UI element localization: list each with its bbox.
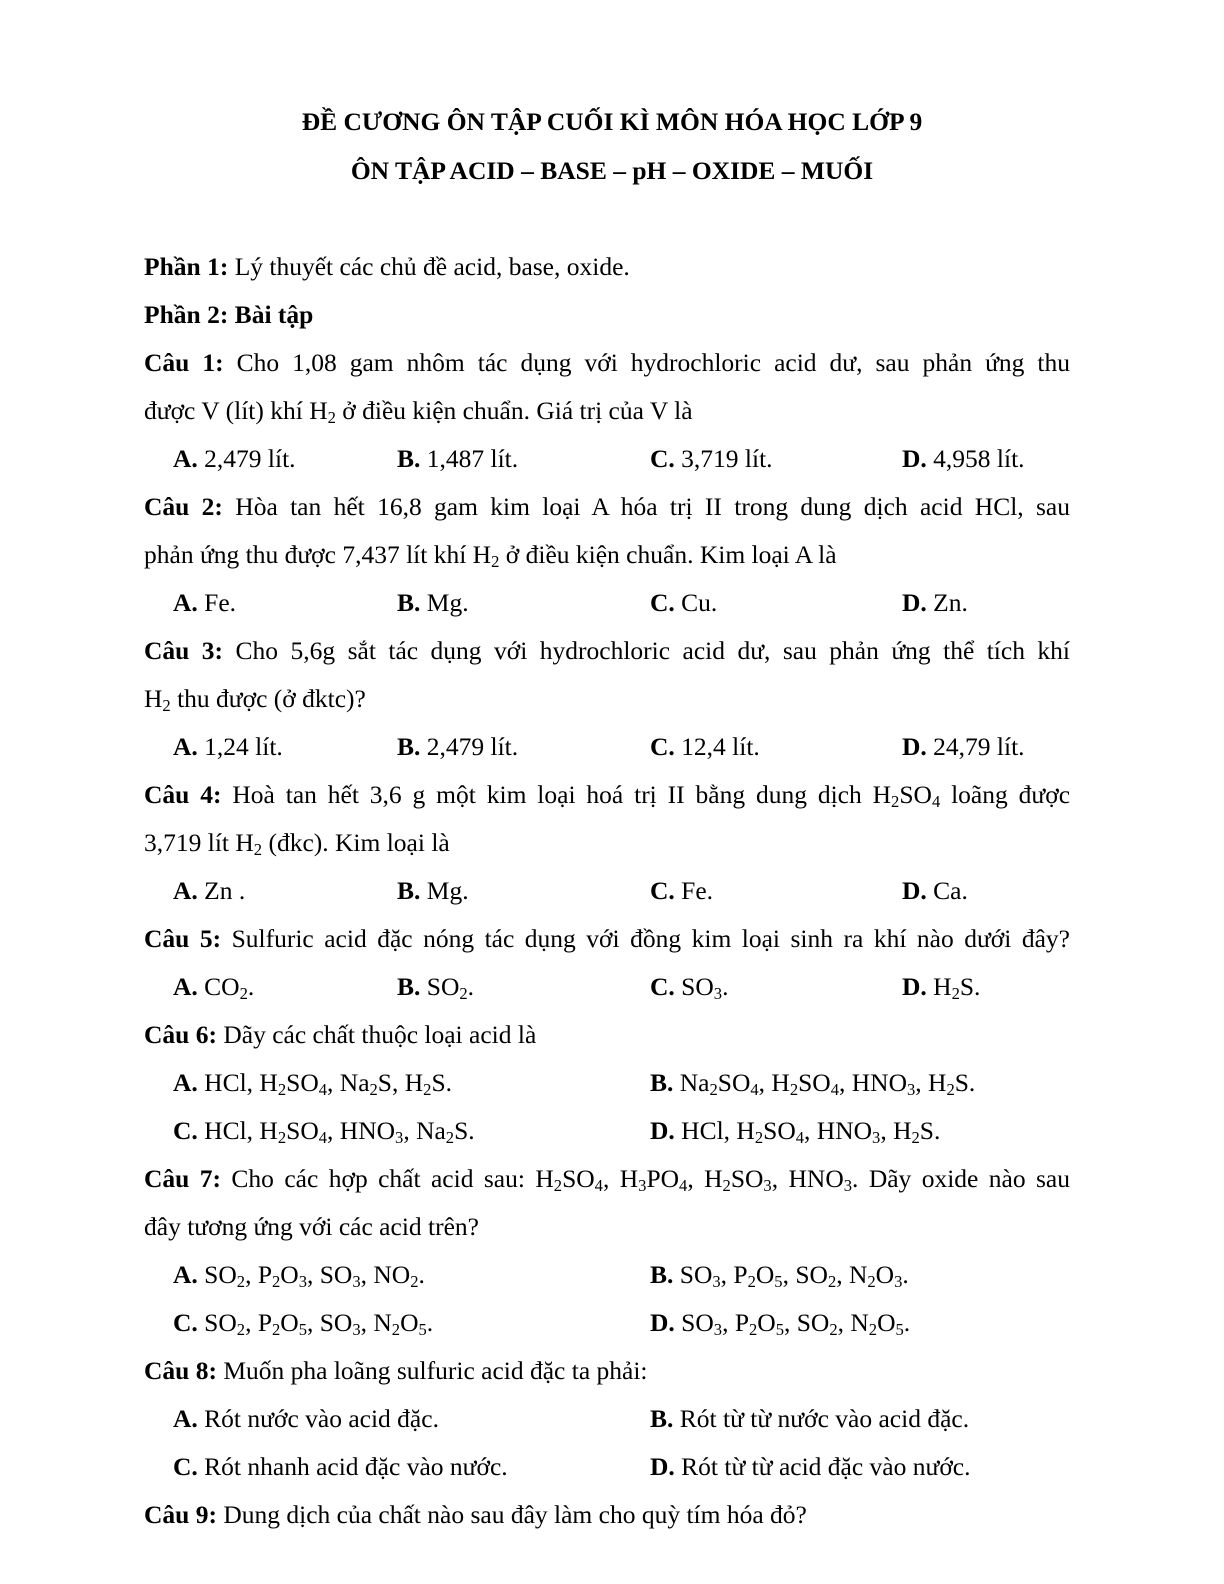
option-text: HCl, $H_2SO_4$, $Na_2S$, $H_2S$. (197, 1068, 452, 1100)
question-8-line-1 (144, 1354, 1070, 1402)
option-key: D. (650, 1452, 675, 1481)
option-c (173, 1450, 508, 1484)
option-a (173, 1066, 452, 1100)
part-1-text: Lý thuyết các chủ đề acid, base, oxide. (228, 252, 630, 281)
option-text: Fe. (197, 588, 237, 617)
option-b (397, 730, 518, 764)
option-key: A. (173, 444, 198, 473)
option-b (397, 970, 474, 1004)
option-key: D. (902, 972, 927, 1001)
option-a (173, 1402, 439, 1436)
option-text: HCl, $H_2SO_4$, $HNO_3$, $Na_2S$. (197, 1116, 475, 1148)
question-7-options-row-2 (144, 1306, 1070, 1354)
option-text: Zn. (926, 588, 968, 617)
option-text: Rót từ từ nước vào acid đặc. (673, 1404, 970, 1433)
option-key: A. (173, 972, 198, 1001)
option-text: Ca. (926, 876, 968, 905)
option-c (650, 730, 760, 764)
question-label: Câu 8: (144, 1356, 217, 1385)
option-text: 3,719 lít. (674, 444, 773, 473)
option-d (650, 1450, 971, 1484)
option-key: B. (650, 1260, 674, 1289)
option-a (173, 730, 283, 764)
document-title: ĐỀ CƯƠNG ÔN TẬP CUỐI KÌ MÔN HÓA HỌC LỚP 9 (301, 107, 923, 136)
option-text: 24,79 lít. (926, 732, 1025, 761)
option-text: 4,958 lít. (926, 444, 1025, 473)
option-b (397, 874, 469, 908)
option-text: Rót nhanh acid đặc vào nước. (197, 1452, 508, 1481)
option-text: Rót nước vào acid đặc. (197, 1404, 439, 1433)
option-d (902, 442, 1025, 476)
option-text: 1,24 lít. (197, 732, 283, 761)
option-b (650, 1258, 909, 1292)
question-4-line-1 (144, 778, 1070, 826)
option-text: $SO_2$, $P_2O_5$, $SO_3$, $N_2O_5$. (197, 1308, 434, 1340)
option-key: A. (173, 1068, 198, 1097)
option-b (650, 1402, 969, 1436)
option-key: A. (173, 588, 198, 617)
option-text: $SO_2$, $P_2O_3$, $SO_3$, $NO_2$. (197, 1260, 425, 1292)
option-key: C. (173, 1308, 198, 1337)
option-text: $SO_3$. (674, 972, 729, 1004)
option-b (650, 1066, 975, 1100)
option-text: Zn . (197, 876, 246, 905)
question-label: Câu 6: (144, 1020, 217, 1049)
question-1-line-2: được V (lít) khí $H_2$ ở điều kiện chuẩn. Giá trị của V là (144, 396, 693, 428)
document-subtitle: ÔN TẬP ACID – BASE – pH – OXIDE – MUỐI (350, 156, 874, 185)
option-key: A. (173, 1404, 198, 1433)
option-c (650, 874, 713, 908)
option-key: B. (397, 444, 421, 473)
question-label: Câu 2: (144, 492, 223, 521)
option-text: Mg. (420, 588, 469, 617)
question-5-line-1 (144, 922, 1070, 970)
option-d (650, 1306, 910, 1340)
question-label: Câu 7: (144, 1164, 222, 1193)
option-key: D. (902, 444, 927, 473)
option-text: $SO_3$, $P_2O_5$, $SO_2$, $N_2O_3$. (673, 1260, 909, 1292)
option-a (173, 442, 296, 476)
option-key: C. (650, 588, 675, 617)
option-d (902, 874, 968, 908)
option-key: C. (173, 1452, 198, 1481)
option-c (173, 1306, 433, 1340)
question-1-options (144, 442, 1070, 490)
option-b (397, 586, 469, 620)
option-key: B. (397, 732, 421, 761)
option-c (650, 442, 773, 476)
question-7-options-row-1 (144, 1258, 1070, 1306)
option-text: 12,4 lít. (674, 732, 760, 761)
option-key: C. (650, 732, 675, 761)
option-a (173, 586, 236, 620)
question-label: Câu 1: (144, 348, 224, 377)
option-text: Fe. (674, 876, 714, 905)
option-key: B. (397, 588, 421, 617)
question-text: Cho 5,6g sắt tác dụng với hydrochloric acid dư, sau phản ứng thể tích khí (223, 636, 1071, 665)
option-text: $SO_3$, $P_2O_5$, $SO_2$, $N_2O_5$. (674, 1308, 911, 1340)
question-2-line-2: phản ứng thu được 7,437 lít khí $H_2$ ở điều kiện chuẩn. Kim loại A là (144, 540, 837, 572)
option-key: D. (902, 876, 927, 905)
option-a (173, 970, 254, 1004)
question-1-line-1 (144, 346, 1070, 394)
question-label: Câu 4: (144, 780, 222, 809)
option-key: C. (650, 876, 675, 905)
option-c (173, 1114, 475, 1148)
option-key: B. (650, 1068, 674, 1097)
question-5-options (144, 970, 1070, 1018)
option-text: HCl, $H_2SO_4$, $HNO_3$, $H_2S$. (674, 1116, 941, 1148)
document-body (144, 250, 1070, 1546)
option-key: A. (173, 732, 198, 761)
question-text: Sulfuric acid đặc nóng tác dụng với đồng kim loại sinh ra khí nào dưới đây? (221, 924, 1070, 953)
option-d (902, 730, 1025, 764)
question-9-line-1 (144, 1498, 1070, 1546)
option-text: 2,479 lít. (420, 732, 519, 761)
part-2-label: Phần 2: Bài tập (144, 300, 314, 329)
option-key: D. (902, 588, 927, 617)
question-6-options-row-2 (144, 1114, 1070, 1162)
question-7-line-2: đây tương ứng với các acid trên? (144, 1212, 479, 1241)
option-text: $CO_2$. (197, 972, 255, 1004)
option-key: A. (173, 1260, 198, 1289)
option-text: 1,487 lít. (420, 444, 519, 473)
option-text: $SO_2$. (420, 972, 475, 1004)
option-key: B. (397, 876, 421, 905)
question-2-options (144, 586, 1070, 634)
option-key: B. (650, 1404, 674, 1433)
option-text: 2,479 lít. (197, 444, 296, 473)
option-b (397, 442, 518, 476)
question-8-options-row-1 (144, 1402, 1070, 1450)
part-1-label: Phần 1: (144, 252, 229, 281)
question-text: Dung dịch của chất nào sau đây làm cho quỳ tím hóa đỏ? (216, 1500, 807, 1529)
question-6-line-1 (144, 1018, 1070, 1066)
option-a (173, 1258, 425, 1292)
option-text: $H_2S$. (926, 972, 981, 1004)
option-text: Mg. (420, 876, 469, 905)
question-3-line-1 (144, 634, 1070, 682)
question-3-line-2: $H_2$ thu được (ở đktc)? (144, 684, 366, 716)
part-2-heading (144, 298, 1070, 346)
question-3-options (144, 730, 1070, 778)
option-key: D. (650, 1308, 675, 1337)
option-text: Cu. (674, 588, 718, 617)
question-text: Muốn pha loãng sulfuric acid đặc ta phải: (216, 1356, 648, 1385)
question-label: Câu 3: (144, 636, 224, 665)
option-key: A. (173, 876, 198, 905)
question-2-line-1 (144, 490, 1070, 538)
option-key: D. (902, 732, 927, 761)
option-d (902, 970, 980, 1004)
option-key: B. (397, 972, 421, 1001)
question-6-options-row-1 (144, 1066, 1070, 1114)
option-key: C. (650, 972, 675, 1001)
question-label: Câu 9: (144, 1500, 217, 1529)
option-c (650, 586, 717, 620)
part-1-heading (144, 250, 1070, 298)
option-text: Rót từ từ acid đặc vào nước. (674, 1452, 971, 1481)
option-a (173, 874, 245, 908)
option-key: C. (173, 1116, 198, 1145)
question-7-line-1 (144, 1162, 1070, 1210)
option-c (650, 970, 728, 1004)
question-4-options (144, 874, 1070, 922)
question-8-options-row-2 (144, 1450, 1070, 1498)
question-text: Cho 1,08 gam nhôm tác dụng với hydrochloric acid dư, sau phản ứng thu (223, 348, 1070, 377)
option-d (650, 1114, 940, 1148)
option-key: C. (650, 444, 675, 473)
option-key: D. (650, 1116, 675, 1145)
question-label: Câu 5: (144, 924, 222, 953)
question-4-line-2: 3,719 lít $H_2$ (đkc). Kim loại là (144, 828, 450, 860)
question-text: Dãy các chất thuộc loại acid là (216, 1020, 537, 1049)
option-text: $Na_2SO_4$, $H_2SO_4$, $HNO_3$, $H_2S$. (673, 1068, 976, 1100)
option-d (902, 586, 968, 620)
question-text: Hòa tan hết 16,8 gam kim loại A hóa trị II trong dung dịch acid HCl, sau (222, 492, 1070, 521)
question-text: Cho các hợp chất acid sau: $H_2SO_4$, $H_3PO_4$, $H_2SO_3$, $HNO_3$. Dãy oxide nào sau (221, 1164, 1070, 1196)
question-text: Hoà tan hết 3,6 g một kim loại hoá trị II bằng dung dịch $H_2SO_4$ loãng được (221, 780, 1071, 812)
